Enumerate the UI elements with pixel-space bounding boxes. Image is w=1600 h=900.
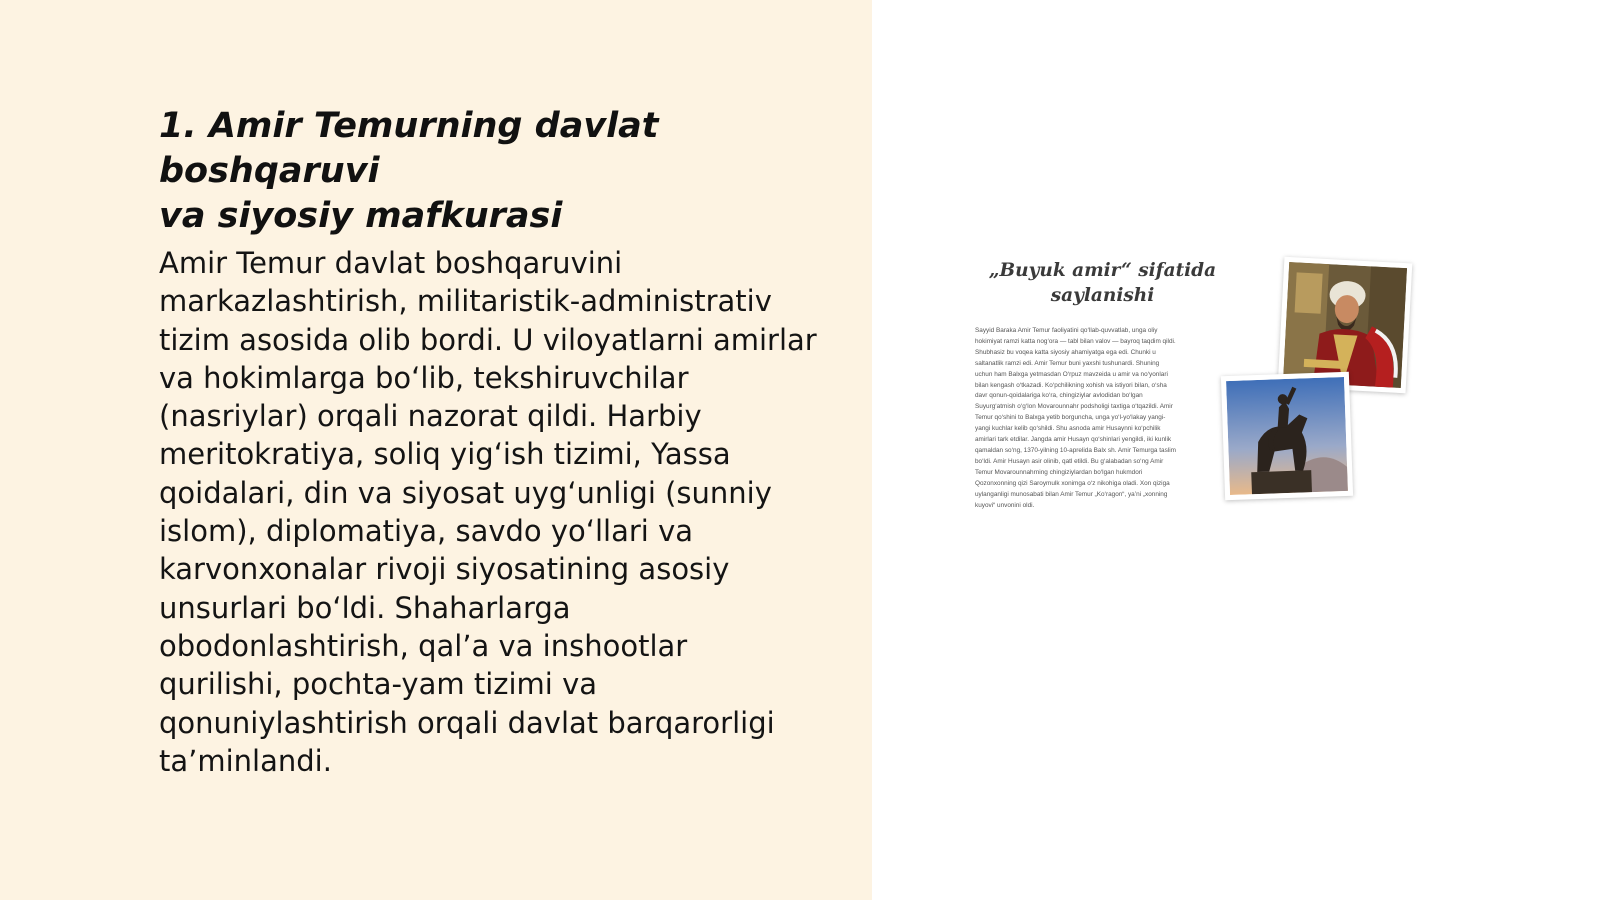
body-line: va hokimlarga bo‘lib, tekshiruvchilar [159,360,689,395]
body-line: qurilishi, pochta-yam tizimi va [159,667,598,702]
textbook-line: saltanatlik ramzi edi. Amir Temur buni yaxshi tushunardi. Shuning [975,359,1160,367]
portrait-illustration [1283,262,1407,388]
body-line: qoidalari, din va siyosat uyg‘unligi (sunniy [159,475,772,510]
body-line: meritokratiya, soliq yig‘ish tizimi, Yassa [159,437,731,472]
slide-title-line-2: va siyosiy mafkurasi [159,196,563,236]
textbook-page-image [970,256,1420,516]
textbook-line: Shubhasiz bu voqea katta siyosiy ahamiyatga ega edi. Chunki u [975,348,1156,356]
textbook-line: davr qonun-qoidalariga ko‘ra, chingiziylar avlodidan bo‘lgan [975,392,1143,400]
body-line: Amir Temur davlat boshqaruvini [159,246,623,280]
body-line: (nasriylar) orqali nazorat qildi. Harbiy [159,399,702,434]
textbook-heading [970,258,1235,308]
textbook-line: uylanganligi munosabati bilan Amir Temur „Ko‘ragon“, ya’ni „xonning [975,490,1168,498]
slide-title-line-1: 1. Amir Temurning davlat boshqaruvi [159,106,659,191]
textbook-paragraph [975,326,1220,511]
slide-title [159,104,839,239]
textbook-line: Temur Movarounnahrning chingiziylardan bo‘lgan hukmdori [975,468,1143,476]
slide-body-text [159,244,849,780]
body-line: tizim asosida olib bordi. U viloyatlarni amirlar [159,322,817,357]
body-line: unsurlari bo‘ldi. Shaharlarga [159,590,571,625]
body-line: ta’minlandi. [159,743,332,778]
textbook-line: bilan kengash o‘tkazadi. Ko‘pchilikning xohish va istiyori bilan, o‘sha [975,381,1167,389]
amir-temur-statue-photo [1221,372,1353,500]
textbook-line: Qozonxonning qizi Saroymulk xonimga o‘z nikohiga oladi. Xon qiziga [975,479,1170,487]
body-line: markazlashtirish, militaristik-administrativ [159,284,772,319]
textbook-line: Temur qo‘shini to Balxga yetib borguncha, unga yo‘l-yo‘lakay yangi- [975,414,1166,422]
textbook-line: kuyovi“ unvonini oldi. [975,501,1035,509]
body-line: qonuniylashtirish orqali davlat barqarorligi [159,705,775,740]
textbook-line: qamaldan so‘ng, 1370-yilning 10-aprelida Balx sh. Amir Temurga taslim [975,446,1176,454]
textbook-line: amirlari tark etdilar. Jangda amir Husayn qo‘shinlari yengildi, iki kunlik [975,436,1172,444]
statue-illustration [1226,377,1348,495]
textbook-line: yangi kuchlar kelib qo‘shildi. Shu asnoda amir Husaynni ko‘pchilik [975,425,1161,433]
textbook-line: Sayyid Baraka Amir Temur faoliyatini qo‘llab-quvvatlab, unga oliy [975,327,1158,334]
textbook-line: bo‘ldi. Amir Husayn asir olinib, qatl etildi. Bu g‘alabadan so‘ng Amir [975,457,1164,465]
textbook-line: Suyurg‘atmish o‘g‘lon Movarounnahr podsholigi taxtiga o‘tqazildi. Amir [975,403,1173,411]
textbook-line: hokimiyat ramzi katta nog‘ora — tabl bilan valov — bayroq taqdim qildi. [975,337,1176,345]
textbook-heading-line-1: „Buyuk amir“ sifatida [988,260,1217,281]
textbook-line: uchun ham Balxga yetmasdan O‘rpuz mavzeida u amir va no‘yonlari [975,370,1168,378]
body-line: islom), diplomatiya, savdo yo‘llari va [159,514,694,549]
body-line: karvonxonalar rivoji siyosatining asosiy [159,552,730,587]
body-line: obodonlashtirish, qal’a va inshootlar [159,628,688,663]
textbook-heading-line-2: saylanishi [1050,285,1155,306]
